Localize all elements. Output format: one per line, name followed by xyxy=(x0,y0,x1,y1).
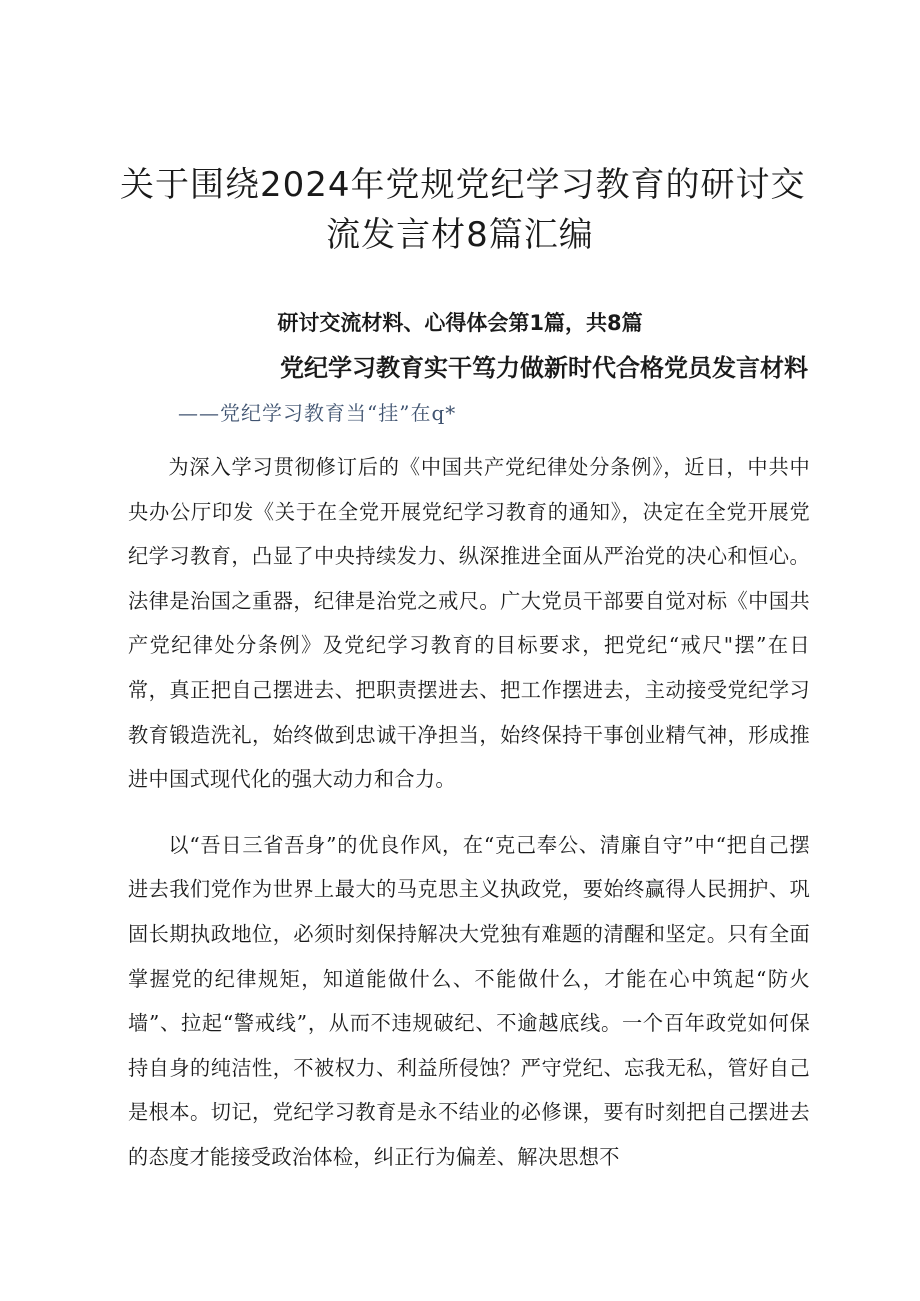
body-paragraph: 以“吾日三省吾身”的优良作风，在“克己奉公、清廉自守”中“把自己摆进去我们党作为世界上最大的马克思主义执政党，要始终赢得人民拥护、巩固长期执政地位，必须时刻保持解决大党独有难题的清醒和坚定。只有全面掌握党的纪律规矩，知道能做什么、不能做什么，才能在心中筑起“防火墙”、拉起“警戒线”，从而不违规破纪、不逾越底线。一个百年政党如何保持自身的纯洁性，不被权力、利益所侵蚀？严守党纪、忘我无私，管好自己是根本。切记，党纪学习教育是永不结业的必修课，要有时刻把自己摆进去的态度才能接受政治体检，纠正行为偏差、解决思想不 xyxy=(128,832,810,1169)
article-body xyxy=(128,445,810,1180)
document-title-line-2: 流发言材8篇汇编 xyxy=(326,215,594,255)
document-title xyxy=(120,160,806,260)
article-title: 党纪学习教育实干笃力做新时代合格党员发言材料 xyxy=(280,354,808,382)
document-title-line-1: 关于围绕2024年党规党纪学习教育的研讨交 xyxy=(120,165,806,205)
part-label: 研讨交流材料、心得体会第1篇，共8篇 xyxy=(277,311,643,335)
body-paragraph: 为深入学习贯彻修订后的《中国共产党纪律处分条例》，近日，中共中央办公厅印发《关于在全党开展党纪学习教育的通知》，决定在全党开展党纪学习教育，凸显了中央持续发力、纵深推进全面从严治党的决心和恒心。法律是治国之重器，纪律是治党之戒尺。广大党员干部要自觉对标《中国共产党纪律处分条例》及党纪学习教育的目标要求，把党纪“戒尺"摆”在日常，真正把自己摆进去、把职责摆进去、把工作摆进去，主动接受党纪学习教育锻造洗礼，始终做到忠诚干净担当，始终保持干事创业精气神，形成推进中国式现代化的强大动力和合力。 xyxy=(128,455,810,792)
article-subtitle: ——党纪学习教育当“挂”在q* xyxy=(178,401,457,425)
